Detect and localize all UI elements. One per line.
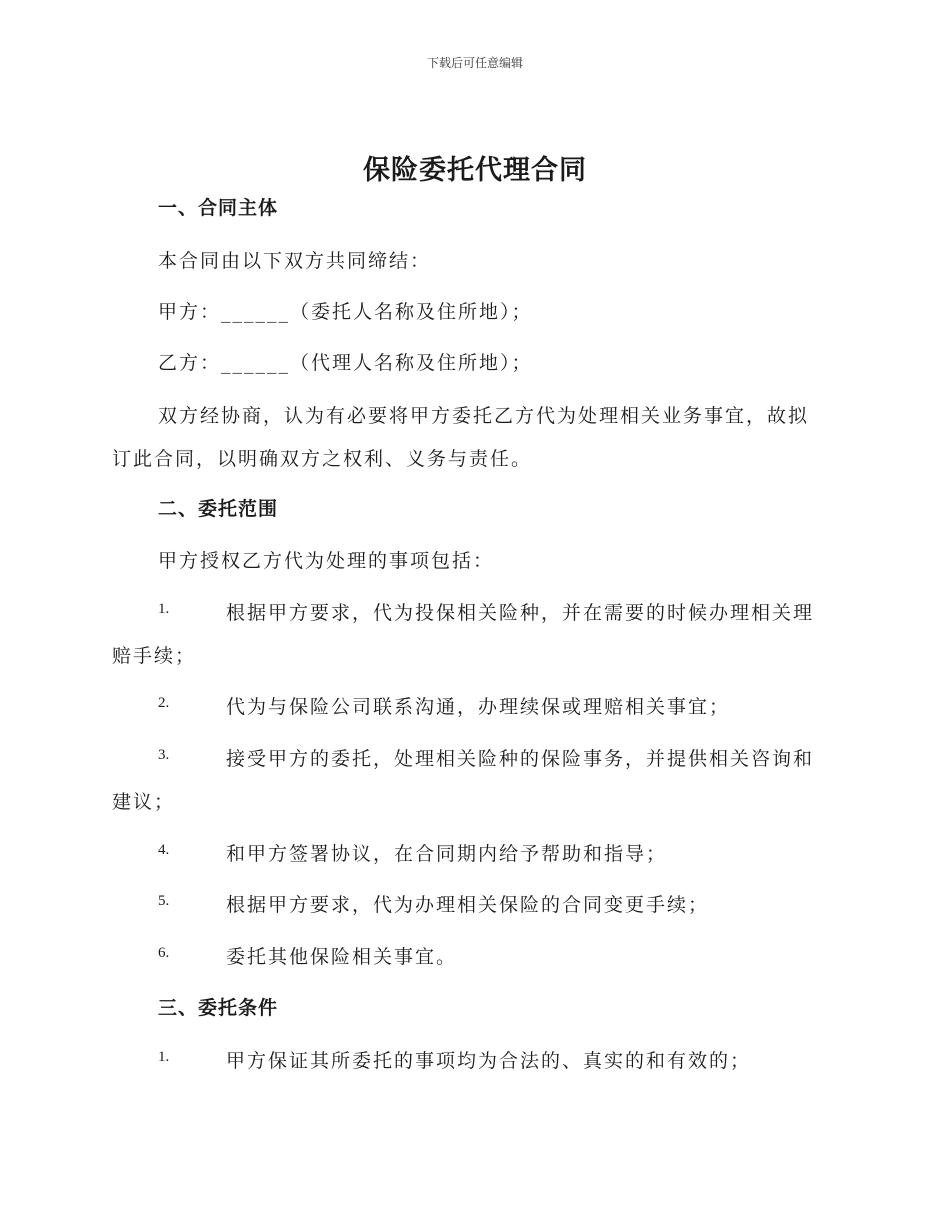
section-heading-conditions: 三、委托条件: [158, 997, 279, 1019]
list-item-text: 委托其他保险相关事宜。: [226, 946, 458, 968]
list-item-number: 4.: [158, 842, 170, 858]
list-item-text: 根据甲方要求，代为办理相关保险的合同变更手续；: [226, 894, 710, 916]
list-item-number: 2.: [158, 695, 170, 711]
list-item-text: 和甲方签署协议，在合同期内给予帮助和指导；: [226, 843, 668, 865]
section-heading-scope: 二、委托范围: [158, 498, 279, 520]
list-item-text-cont: 赔手续；: [112, 645, 197, 667]
list-item-number: 6.: [158, 945, 170, 961]
section-heading-parties: 一、合同主体: [158, 197, 279, 219]
parties-intro: 本合同由以下双方共同缔结：: [158, 250, 432, 272]
list-item-text: 根据甲方要求，代为投保相关险种，并在需要的时候办理相关理: [226, 602, 815, 624]
list-item-text: 接受甲方的委托，处理相关险种的保险事务，并提供相关咨询和: [226, 748, 815, 770]
purpose-paragraph-line1: 双方经协商，认为有必要将甲方委托乙方代为处理相关业务事宜，故拟: [158, 405, 810, 427]
list-item-number: 1.: [158, 1049, 170, 1065]
scope-intro: 甲方授权乙方代为处理的事项包括：: [158, 550, 495, 572]
list-item-text: 甲方保证其所委托的事项均为合法的、真实的和有效的；: [226, 1050, 752, 1072]
party-a-line: 甲方：______（委托人名称及住所地）；: [158, 301, 533, 323]
party-b-line: 乙方：______（代理人名称及住所地）；: [158, 352, 533, 374]
document-title: 保险委托代理合同: [363, 155, 587, 186]
list-item-text: 代为与保险公司联系沟通，办理续保或理赔相关事宜；: [226, 696, 731, 718]
list-item-text-cont: 建议；: [112, 791, 176, 813]
list-item-number: 3.: [158, 747, 170, 763]
purpose-paragraph-line2: 订此合同，以明确双方之权利、义务与责任。: [112, 448, 533, 470]
list-item-number: 5.: [158, 893, 170, 909]
header-note: 下载后可任意编辑: [426, 56, 523, 70]
list-item-number: 1.: [158, 601, 170, 617]
